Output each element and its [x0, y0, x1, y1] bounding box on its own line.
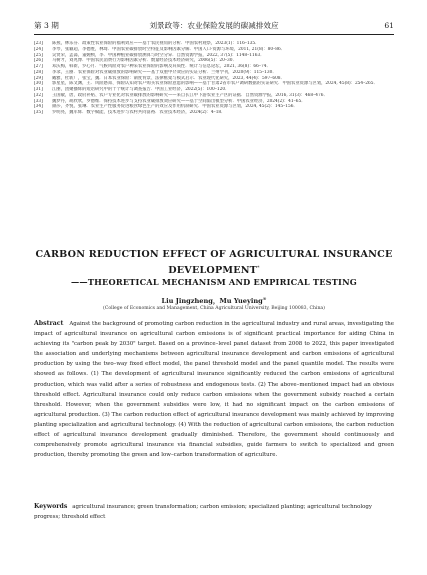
- author-names: Liu Jingzheng，Mu Yueying: [161, 297, 263, 306]
- reference-number: [34]: [34, 104, 43, 110]
- reference-text: 魏梦丹，胡欣欣，罗德维．保持技术进步与支持农业碳排放效应研究——基于空间溢出模型分析．中国农业经济，2024(2)：41–65．: [52, 98, 306, 104]
- reference-text: 郭星星，陈文渊，王．风险感知、保险认知对农户购买农业保险意愿的影响——基于甘肃2省市农户调研数据的实证研究．中国农业资源与区划，2024, 45(8)：254–265．: [52, 81, 378, 87]
- reference-number: [23]: [34, 41, 43, 46]
- reference-text: 罗明亮，魏军辉．数字赋能、技术进步与农村共同富裕．农业技术经济，2024(2)：4–18．: [52, 110, 226, 115]
- reference-text: 戴雅，杜新广，张宝，魏．日本农业保险：制度背景、法律框架与模式启示．农业现代化研究，2023, 44(4)：597–608．: [52, 75, 285, 81]
- reference-number: [28]: [34, 69, 43, 75]
- page-number: 61: [384, 21, 394, 30]
- article-title: [34, 249, 394, 288]
- title-line-2: DEVELOPMENT: [168, 264, 258, 276]
- running-title: 刘景政等：农业保险发展的碳减排效应: [149, 21, 279, 30]
- reference-text: 陈燕，林乐芬．政策性农业保险的福利效应——基于农民视角的分析．中国农村观察，2023(1)：116–135．: [52, 41, 260, 46]
- reference-number: [30]: [34, 81, 43, 87]
- author-affiliation: (College of Economics and Management, China Agricultural University, Beijing 100083, China): [103, 306, 325, 311]
- reference-number: [26]: [34, 58, 43, 64]
- reference-text: 江丽，团聚播辉的短语研究中的十个统计与调查报告．中国工业经济，2022(5)：100–120．: [52, 87, 230, 92]
- reference-number: [24]: [34, 46, 43, 52]
- reference-number: [35]: [34, 110, 43, 115]
- keywords-label: Keywords: [34, 503, 68, 510]
- reference-text: 邓沃梅，韩新，罗心月．气候风险对农户种采农业保险的影响及异质性．统计与信息论坛，2021, 36(8)：66–74．: [52, 64, 271, 69]
- reference-number: [32]: [34, 92, 43, 98]
- reference-text: 王国敏，唐，政府补贴、农户专业化对农业碳排放的影响研究——来自长江中下游农业主产区的证据．自然资源学报，2016, 31(3)：468–476．: [52, 92, 328, 98]
- reference-number: [33]: [34, 98, 43, 104]
- reference-text: 马树才，刘兆博．中国农民消费行为影响因素分析．数量经济技术经济研究，2006(5)：20–30．: [52, 58, 237, 64]
- keywords: [34, 502, 394, 522]
- header-rule: [34, 34, 394, 35]
- article-subtitle: ——THEORETICAL MECHANISM AND EMPIRICAL TESTING: [71, 277, 357, 288]
- keywords-text: agricultural insurance; green transformation; carbon emission; specialized planting; agricultural technology progress; threshold effect: [34, 504, 372, 521]
- title-line-1: CARBON REDUCTION EFFECT OF AGRICULTURAL INSURANCE: [35, 249, 393, 260]
- issue-label: 第 3 期: [34, 21, 59, 30]
- reference-text: 颜莎，齐悦，张琳．农业生产性服务促进粮食绿色生产的效应及作用机制研究．中国农业资源与区划，2024, 45(2)：145–156．: [52, 104, 298, 110]
- reference-number: [25]: [34, 52, 43, 58]
- author-footnote-mark: ※: [262, 297, 267, 302]
- reference-text: 李琴，张颖超，李德胜，林琦．中国农业碳排放时空特征及影响因素分解．中国人口·资源与环境，2011, 21(8)：80–86．: [52, 46, 286, 52]
- abstract-text: Against the background of promoting carbon reduction in the agricultural industry and rural areas, investigating the impact of agricultural insurance on agricultural carbon emissions is of significant practical importance for aiding China in achieving its "carbon peak by 2030" target. Based on a province–level panel dataset from 2008 to 2022, this paper investigated the association and underlying mechanisms between agricultural insurance development and carbon emissions of agricultural production by using the two–way fixed effect model, the panel threshold model and the panel quantile model. The results were showed as follows. (1) The development of agricultural insurance significantly reduced the carbon emissions of agricultural production, which was valid after a series of robustness and endogenous tests. (2) The above–mentioned impact had an obvious threshold effect. Agricultural insurance could only reduce carbon emissions when the government subsidy reached a certain threshold. However, when the government subsidies were low, it had no significant impact on the carbon emissions of agricultural production. (3) The carbon reduction effect of agricultural insurance development was mainly achieved by improving planting specialization and agricultural technology. (4) With the reduction of agricultural carbon emissions, the carbon reduction effect of agricultural insurance development gradually diminished. Therefore, the government should continuously and comprehensively promote agricultural insurance via financial subsidies, guide farmers to switch to specialized and green production, thereby promoting the green and low–carbon transformation of agriculture.: [34, 321, 394, 459]
- reference-number: [29]: [34, 75, 43, 81]
- title-footnote-mark: *: [257, 264, 260, 271]
- reference-item: [34, 110, 394, 116]
- abstract-label: Abstract: [34, 320, 64, 327]
- reference-list: [34, 41, 394, 116]
- reference-number: [27]: [34, 64, 43, 69]
- reference-number: [31]: [34, 87, 43, 92]
- reference-text: 吴贤荣，孟淼，董婉桢，李．中国种植业碳排放测算与时空分异．自然资源学报，2022, 37(5)：1148–1163．: [52, 52, 265, 58]
- abstract: [34, 319, 394, 460]
- reference-text: 李录，王丽．农业保险对农业碳排放的影响研究——基于双重中介效应的实证分析．兰州学刊，2020(9)：115–130．: [52, 69, 277, 75]
- author-line: [34, 295, 394, 306]
